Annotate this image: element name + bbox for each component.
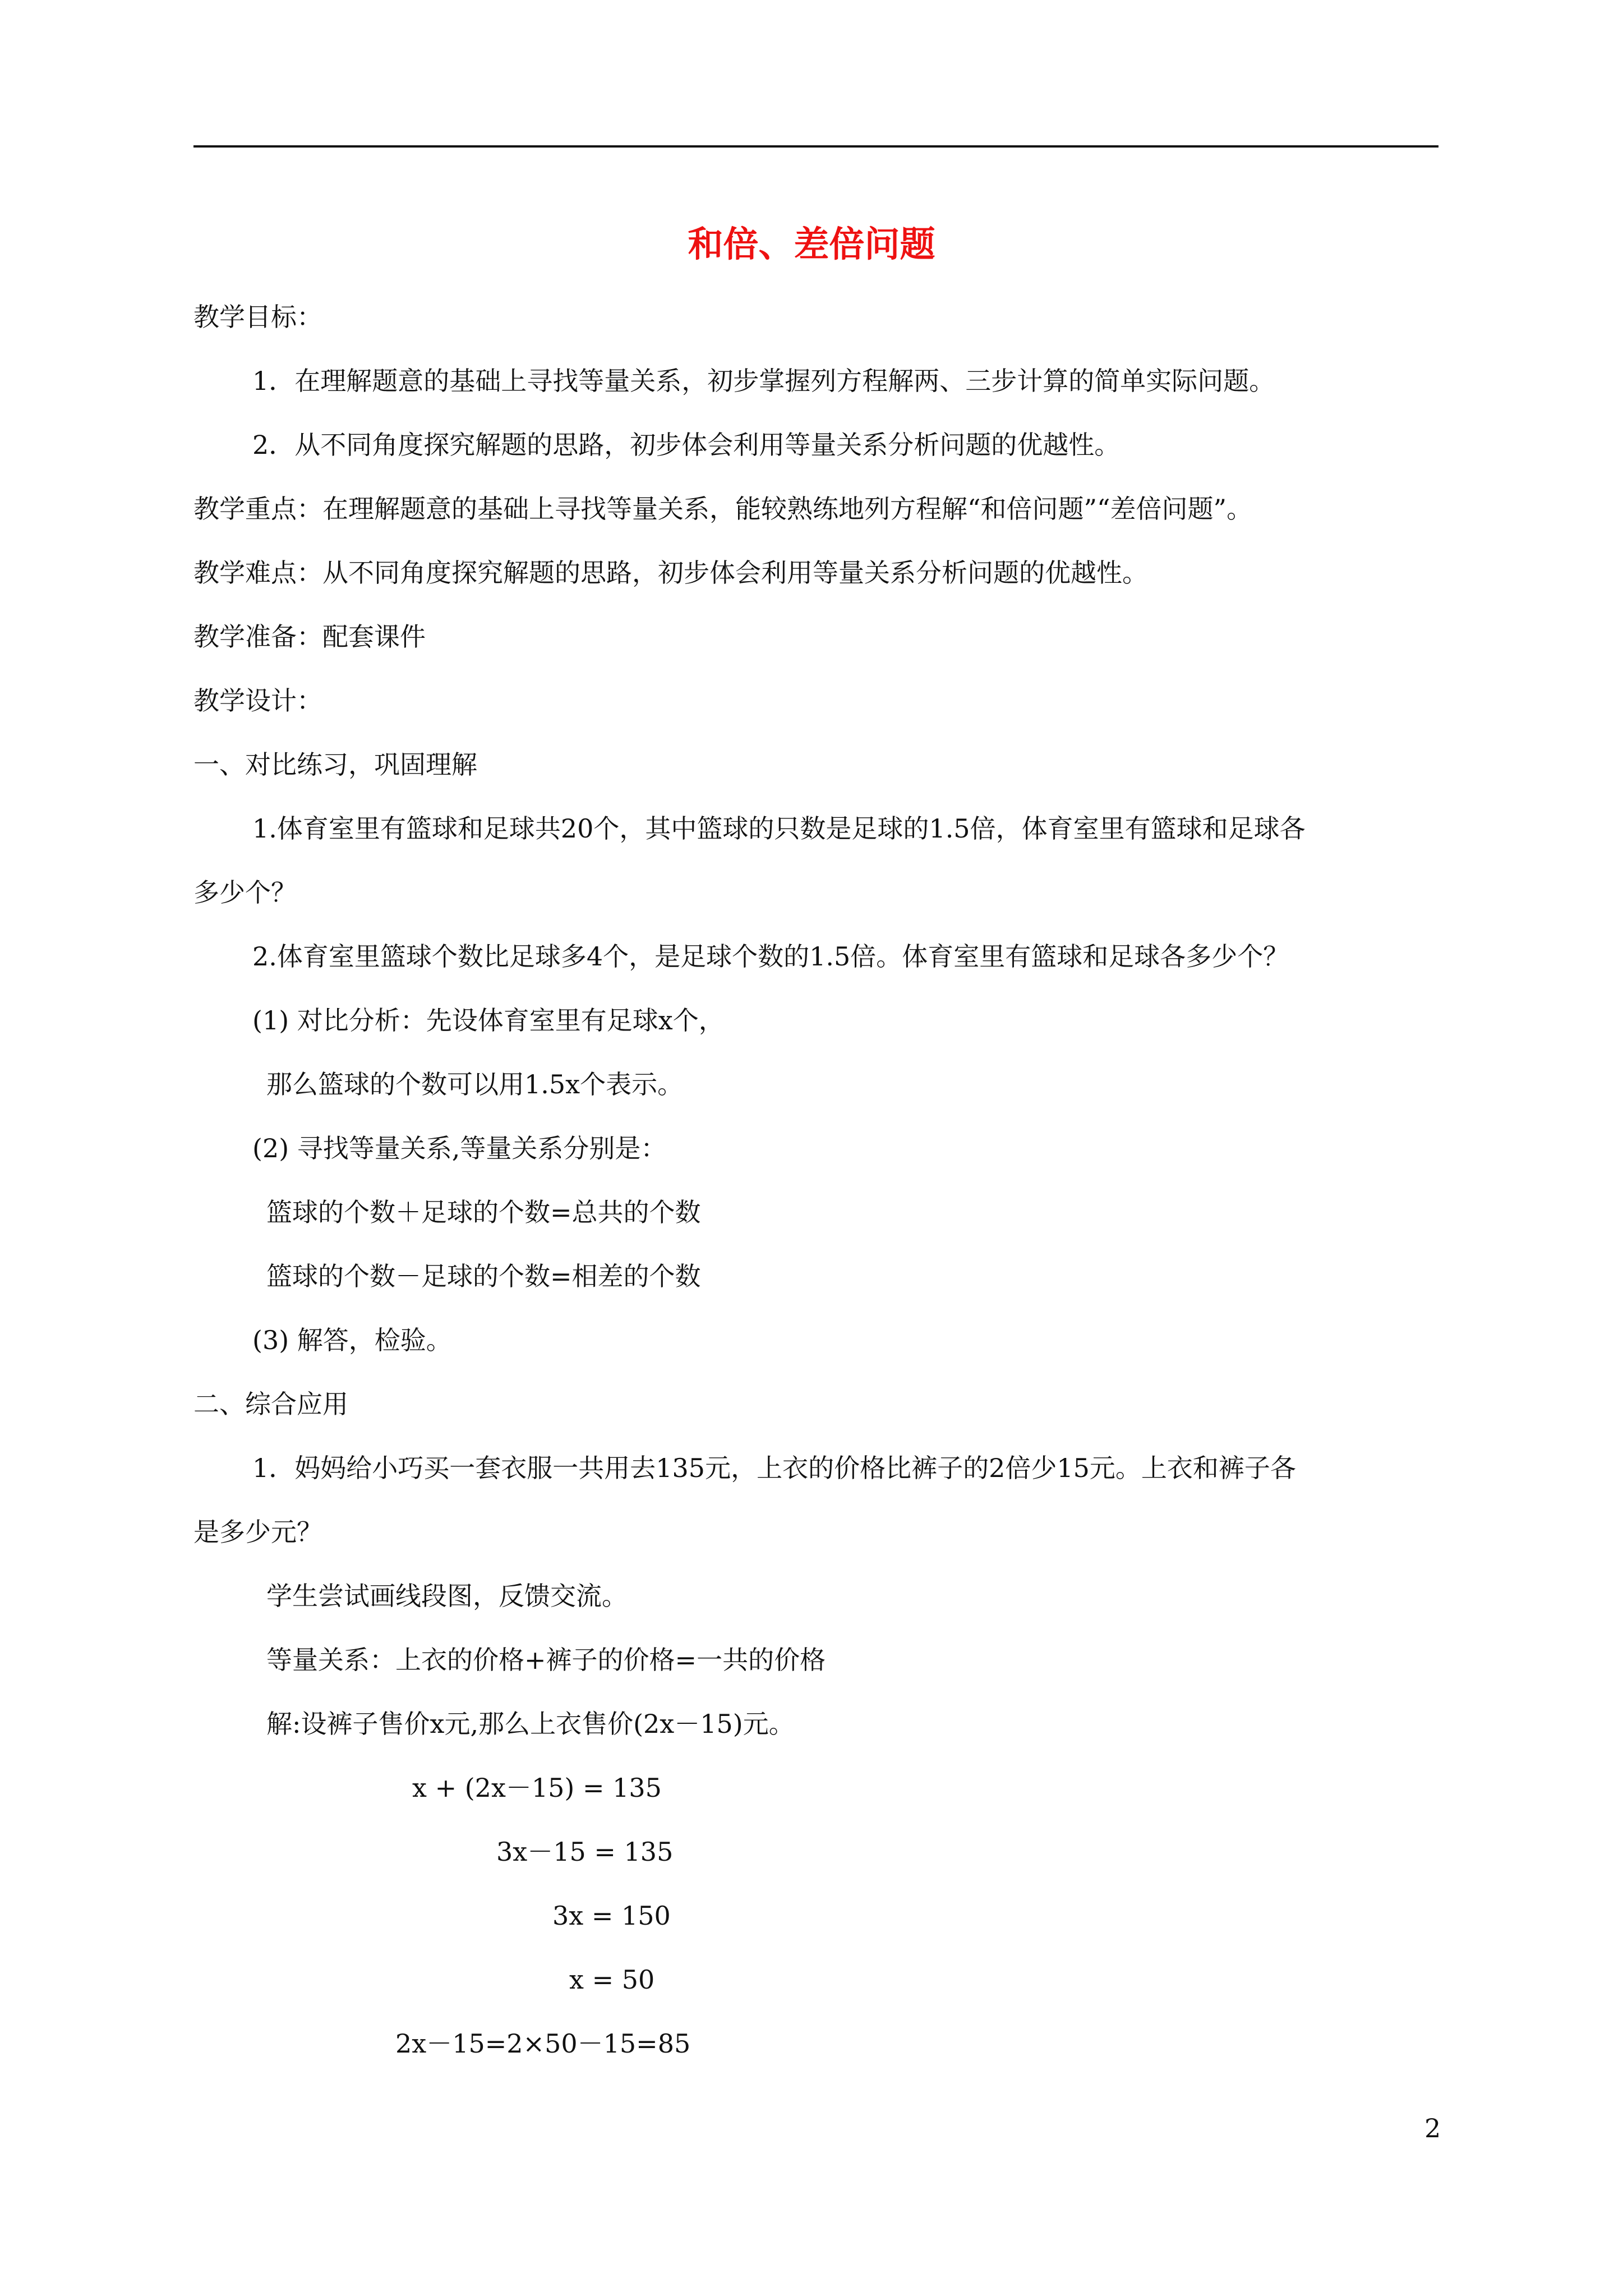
text-line: 那么篮球的个数可以用1.5x个表示。 — [266, 1069, 684, 1099]
text-line: 教学准备：配套课件 — [193, 622, 426, 652]
text-line: 篮球的个数－足球的个数=相差的个数 — [266, 1261, 701, 1291]
text-line: (3) 解答，检验。 — [252, 1325, 452, 1355]
text-line: 教学设计： — [193, 685, 322, 716]
text-line: 教学重点：在理解题意的基础上寻找等量关系，能较熟练地列方程解“和倍问题”“差倍问题”。 — [193, 494, 1253, 524]
text-line: 是多少元？ — [193, 1517, 322, 1547]
text-line: 1．在理解题意的基础上寻找等量关系，初步掌握列方程解两、三步计算的简单实际问题。 — [252, 366, 1275, 396]
equation-line: 3x = 150 — [552, 1901, 671, 1931]
text-line: 多少个？ — [193, 877, 297, 908]
text-line: 解:设裤子售价x元,那么上衣售价(2x－15)元。 — [266, 1709, 795, 1739]
text-line: (2) 寻找等量关系,等量关系分别是： — [252, 1133, 667, 1163]
equation-line: 2x－15=2×50－15=85 — [395, 2028, 691, 2059]
equation-line: 3x－15 = 135 — [496, 1837, 674, 1867]
equation-line: x = 50 — [569, 1964, 655, 1995]
text-line: 篮球的个数＋足球的个数=总共的个数 — [266, 1197, 701, 1227]
text-line: 教学难点：从不同角度探究解题的思路，初步体会利用等量关系分析问题的优越性。 — [193, 558, 1148, 588]
text-line: 学生尝试画线段图，反馈交流。 — [266, 1581, 628, 1611]
section-heading: 二、综合应用 — [193, 1389, 348, 1419]
equation-line: x + (2x－15) = 135 — [412, 1773, 662, 1803]
text-line: (1) 对比分析：先设体育室里有足球x个， — [252, 1005, 725, 1036]
section-heading: 一、对比练习，巩固理解 — [193, 749, 477, 780]
text-line: 2.体育室里篮球个数比足球多4个，是足球个数的1.5倍。体育室里有篮球和足球各多少个？ — [252, 941, 1289, 972]
text-line: 等量关系：上衣的价格+裤子的价格=一共的价格 — [266, 1645, 826, 1675]
header-rule — [193, 145, 1438, 148]
text-line: 1.体育室里有篮球和足球共20个，其中篮球的只数是足球的1.5倍，体育室里有篮球和足球各 — [252, 813, 1306, 844]
page-number: 2 — [1424, 2113, 1441, 2143]
text-line: 1．妈妈给小巧买一套衣服一共用去135元，上衣的价格比裤子的2倍少15元。上衣和裤子各 — [252, 1453, 1296, 1483]
page-title: 和倍、差倍问题 — [688, 224, 935, 265]
text-line: 教学目标： — [193, 302, 322, 332]
text-line: 2．从不同角度探究解题的思路，初步体会利用等量关系分析问题的优越性。 — [252, 430, 1121, 460]
